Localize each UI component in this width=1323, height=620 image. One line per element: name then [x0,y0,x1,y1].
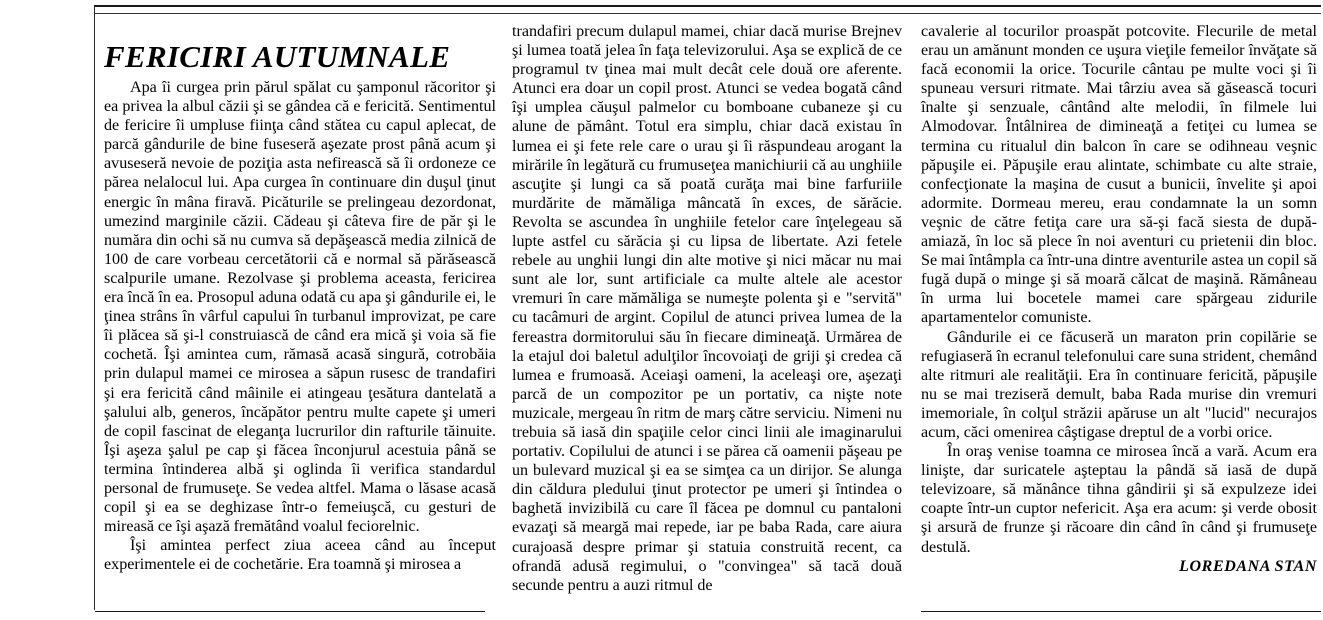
article-column-2 [512,22,902,595]
footer-rule-left [95,611,485,612]
header-rule-thick [95,5,1321,7]
paragraph: cavalerie al tocurilor proaspăt potcovite. Flecurile de metal erau un amănunt monden ce uşura vieţile femeilor învăţate să facă economii la orice. Tocurile cântau pe multe voci şi îi spuneau versuri ritmate. Mai târziu avea să găsească tocuri înalte şi senzuale, cântând alte melodii, în filmele lui Almodovar. Întâlnirea de dimineaţă a fetiţei cu lumea se termina cu ritualul din balcon în care se odihneau veşnic păpuşile ei. Păpuşile erau alintate, schimbate cu alte straie, confecţionate la maşina de cusut a bunicii, învelite şi apoi adormite. Dormeau mereu, erau condamnate la un somn veşnic de către fetiţa care ura să-şi facă siesta de după-amiază, în loc să plece în noi aventuri cu prietenii din bloc. Se mai întâmpla ca într-una dintre aventurile astea un copil să fugă după o minge şi să moară călcat de maşină. Rămâneau în urma lui bocetele mamei care spărgeau zidurile apartamentelor comuniste. [921,23,1317,327]
article-column-1 [104,78,496,574]
article-byline: LOREDANA STAN [1179,557,1317,575]
article-column-3 [921,22,1317,576]
paragraph: Îşi amintea perfect ziua aceea când au început experimentele ei de cochetărie. Era toamnă şi mirosea a [104,537,496,574]
paragraph: Apa îi curgea prin părul spălat cu şamponul răcoritor şi ea privea la albul căzii şi se gândea că e fericită. Sentimentul de fericire îi umpluse fiinţa când stătea cu capul aplecat, de parcă gândurile de bine fuseseră aşezate prost până acum şi avuseseră nevoie de poziţia asta nefirească să îi ordoneze ce părea nelalocul lui. Apa curgea în continuare din duşul ţinut energic în mâna firavă. Picăturile se prelingeau dezordonat, umezind marginile căzii. Cădeau şi câteva fire de păr şi le număra din ochi să nu cumva să depăşească media zilnică de 100 de care vorbeau cercetătorii că e normal să părăsească scalpurile umane. Rezolvase şi problema aceasta, fericirea era încă în ea. Prosopul aduna odată cu apa şi gândurile ei, le ţinea strâns în vârful capului în turbanul improvizat, pe care îi plăcea să şi-l construiască de când era mică şi voia să fie cochetă. Îşi amintea cum, rămasă acasă singură, cotrobăia prin dulapul mamei ce mirosea a săpun rusesc de trandafiri şi era fericită când mâinile ei atingeau ţesătura dantelată a şalului alb, generos, încăpător pentru multe capete şi umeri de copil fascinat de eleganţa lucrurilor din rafturile tăinuite. Îşi aşeza şalul pe cap şi făcea înconjurul acestuia până se termina întinderea albă şi oglinda îi verifica standardul personal de frumuseţe. Se vedea altfel. Mama o lăsase acasă copil şi ea se deghizase într-o femeiuşcă, cu gesturi de mireasă ce îşi aşază fremătând voalul feciorelnic. [104,79,496,536]
paragraph: trandafiri precum dulapul mamei, chiar dacă murise Brejnev şi lumea toată jelea în faţa televizorului. Aşa se explică de ce programul tv ţinea mai mult decât cele două ore aferente. Atunci era doar un copil prost. Atunci se vedea bogată când îşi umplea căuşul palmelor cu bomboane cubaneze şi cu alune de pământ. Totul era simplu, chiar dacă existau în lumea ei şi fete rele care o urau şi îi răspundeau arogant la mirările în legătură cu frumuseţea manichiurii că au unghiile ascuţite şi lungi ca să poată curăţa mai bine farfuriile murdărite de mămăliga mâncată în exces, de sărăcie. Revolta se ascundea în unghiile fetelor care înţelegeau să lupte astfel cu sărăcia şi cu lipsa de libertate. Azi fetele rebele au unghii lungi din alte motive şi nici măcar nu mai sunt ale lor, sunt artificiale ca multe altele ale acestor vremuri în care mămăliga se numeşte polenta şi e "servită" cu tacâmuri de argint. Copilul de atunci privea lumea de la fereastra dormitorului său în fiecare dimineaţă. Urmărea de la etajul doi baletul adulţilor încovoiaţi de griji şi credea că lumea e frumoasă. Aceiaşi oameni, la aceleaşi ore, aşezaţi parcă de un compozitor pe un portativ, ca nişte note muzicale, mergeau în ritm de marş către serviciu. Nimeni nu trebuia să iasă din spaţiile celor cinci linii ale imaginarului portativ. Copilului de atunci i se părea că oamenii păşeau pe un bulevard muzical şi ea se simţea ca un dirijor. Se alunga din căldura pledului ţinut protector pe umeri şi întindea o baghetă invizibilă cu care îl făcea pe domnul cu pantaloni evazaţi să meargă mai repede, iar pe baba Rada, care aiura curajoasă despre primar şi statuia construită recent, ca ofrandă adusă regimului, o "convingea" să tacă două secunde pentru a auzi ritmul de [512,23,902,594]
article-headline: FERICIRI AUTUMNALE [104,38,451,74]
paragraph: Gândurile ei ce făcuseră un maraton prin copilărie se refugiaseră în ecranul telefonului care suna strident, chemând alte ritmuri ale realităţii. Era în continuare fericită, păpuşile nu se mai treziseră demult, baba Rada murise din vremuri imemoriale, în colţul străzii apăruse un alt "lucid" necurajos acum, căci omenirea câştigase dreptul de a vorbi orice. [921,328,1317,441]
footer-rule-right [921,611,1321,612]
left-vertical-rule [94,5,95,610]
paragraph: În oraş venise toamna ce mirosea încă a vară. Acum era linişte, dar suricatele aşteptau la pândă să iasă de după televizoare, să mănânce tihna gândirii şi să expulzeze idei coapte într-un cuptor nefericit. Aşa era acum: şi verde obosit şi arsură de frunze şi răcoare din când în când şi frumuseţe destulă. [921,443,1317,556]
header-rule-thin [95,13,1321,14]
